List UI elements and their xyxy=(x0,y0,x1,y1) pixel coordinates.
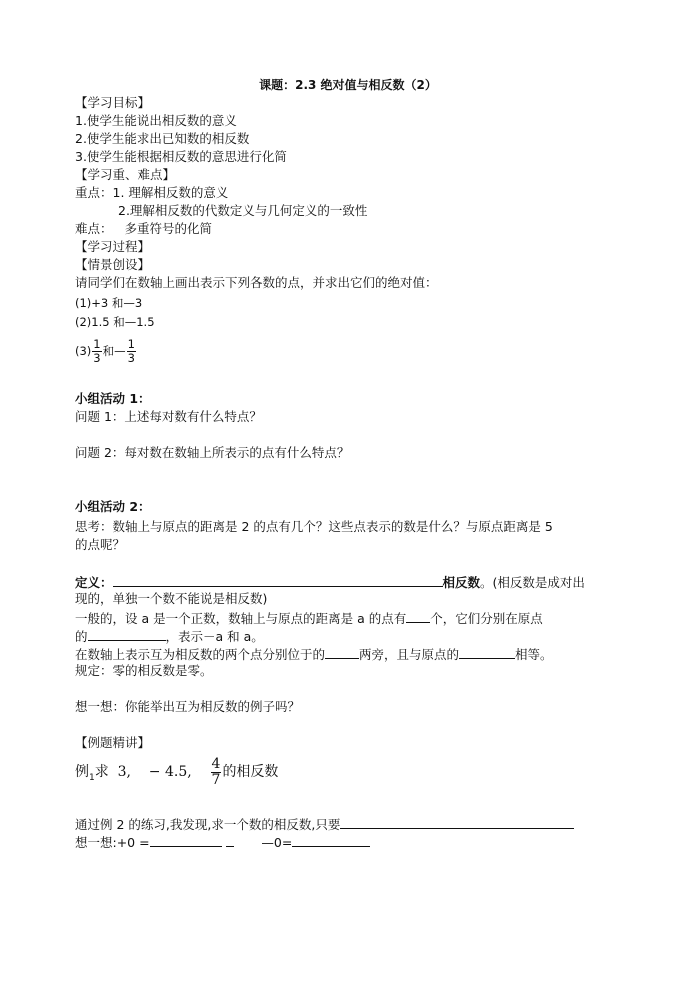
difficulty-label: 难点： xyxy=(75,221,113,236)
fraction-numerator: 1 xyxy=(93,337,101,351)
count-blank xyxy=(406,608,430,623)
group1-question-2: 问题 2：每对数在数轴上所表示的点有什么特点？ xyxy=(75,445,350,460)
general-line-1-a: 一般的，设 a 是一个正数，数轴上与原点的距离是 a 的点有 xyxy=(75,611,407,626)
fraction-numerator: 4 xyxy=(211,755,221,772)
axis-line xyxy=(75,644,553,664)
definition-label: 定义： xyxy=(75,575,113,590)
distance-blank xyxy=(459,644,515,659)
example-header: 【例题精讲】 xyxy=(75,735,151,750)
fraction-denominator: 3 xyxy=(93,351,101,365)
key-item-1: 1. 理解相反数的意义 xyxy=(112,185,229,200)
group1-title: 小组活动 1： xyxy=(75,391,151,406)
example-values: 3, − 4.5, xyxy=(117,764,192,780)
scene-instruction: 请同学们在数轴上画出表示下列各数的点，并求出它们的绝对值： xyxy=(75,275,438,290)
goals-header: 【学习目标】 xyxy=(75,95,151,110)
example-suffix: 的相反数 xyxy=(222,764,279,780)
fraction-numerator: 1 xyxy=(127,337,135,351)
definition-row xyxy=(75,572,585,592)
general-line-2-b: ，表示－a 和 a。 xyxy=(165,629,264,644)
scene-item-2: (2)1.5 和—1.5 xyxy=(75,315,155,329)
axis-line-c: 相等。 xyxy=(515,647,553,662)
plus-zero-blank-tail xyxy=(226,832,234,847)
plus-zero-label: 想一想:+0 = xyxy=(75,835,150,850)
group2-think-line-1: 思考：数轴上与原点的距离是 2 的点有几个？这些点表示的数是什么？与原点距离是 5 xyxy=(75,519,553,534)
origin-blank xyxy=(325,644,359,659)
scene-item-3 xyxy=(75,331,137,371)
scene-header: 【情景创设】 xyxy=(75,257,151,272)
scene-item-3-and: 和— xyxy=(102,344,126,358)
general-line-2 xyxy=(75,626,264,646)
process-header: 【学习过程】 xyxy=(75,239,151,254)
page-title: 课题：2.3 绝对值与相反数（2） xyxy=(259,78,437,92)
summary-blank xyxy=(340,814,574,829)
general-line-1-b: 个，它们分别在原点 xyxy=(430,611,543,626)
side-blank xyxy=(88,626,166,641)
key-points-header: 【学习重、难点】 xyxy=(75,167,176,182)
fraction-denominator: 7 xyxy=(211,771,221,788)
fraction-four-sevenths xyxy=(211,757,222,788)
zero-rule: 规定：零的相反数是零。 xyxy=(75,663,213,678)
group1-question-1: 问题 1：上述每对数有什么特点？ xyxy=(75,409,262,424)
key-point-row-1 xyxy=(75,184,228,202)
difficulty-item: 多重符号的化简 xyxy=(124,221,212,236)
definition-term: 相反数 xyxy=(442,575,481,590)
key-item-2: 2.理解相反数的代数定义与几何定义的一致性 xyxy=(118,203,368,218)
general-line-2-a: 的 xyxy=(75,629,88,644)
axis-line-b: 两旁，且与原点的 xyxy=(359,647,460,662)
group2-think-line-2: 的点呢？ xyxy=(75,537,126,552)
minus-zero-label: —0= xyxy=(261,835,293,850)
key-label: 重点： xyxy=(75,185,113,200)
zero-think-line xyxy=(75,832,370,852)
fraction-neg-one-third xyxy=(127,338,136,365)
group2-title: 小组活动 2： xyxy=(75,499,151,514)
example-1 xyxy=(75,752,278,798)
scene-item-3-prefix: (3) xyxy=(75,344,92,358)
example-label: 例 xyxy=(75,764,89,780)
summary-line xyxy=(75,814,574,834)
axis-line-a: 在数轴上表示互为相反数的两个点分别位于的 xyxy=(75,647,326,662)
plus-zero-blank xyxy=(150,832,222,847)
minus-zero-blank xyxy=(292,832,370,847)
scene-item-1: (1)+3 和—3 xyxy=(75,296,143,310)
think-examples: 想一想：你能举出互为相反数的例子吗？ xyxy=(75,699,301,714)
fraction-denominator: 3 xyxy=(127,351,135,365)
difficulty-row xyxy=(75,220,212,238)
definition-note-2: 现的，单独一个数不能说是相反数) xyxy=(75,591,268,606)
summary-text: 通过例 2 的练习,我发现,求一个数的相反数,只要 xyxy=(75,817,341,832)
example-number: 1 xyxy=(89,772,95,783)
goal-item-1: 1.使学生能说出相反数的意义 xyxy=(75,113,237,128)
definition-note-1: 。(相反数是成对出 xyxy=(480,575,585,590)
example-prefix: 求 xyxy=(94,764,109,780)
goal-item-2: 2.使学生能求出已知数的相反数 xyxy=(75,131,250,146)
general-line-1 xyxy=(75,608,543,628)
goal-item-3: 3.使学生能根据相反数的意思进行化简 xyxy=(75,149,287,164)
definition-blank xyxy=(113,572,443,587)
fraction-one-third xyxy=(92,338,101,365)
